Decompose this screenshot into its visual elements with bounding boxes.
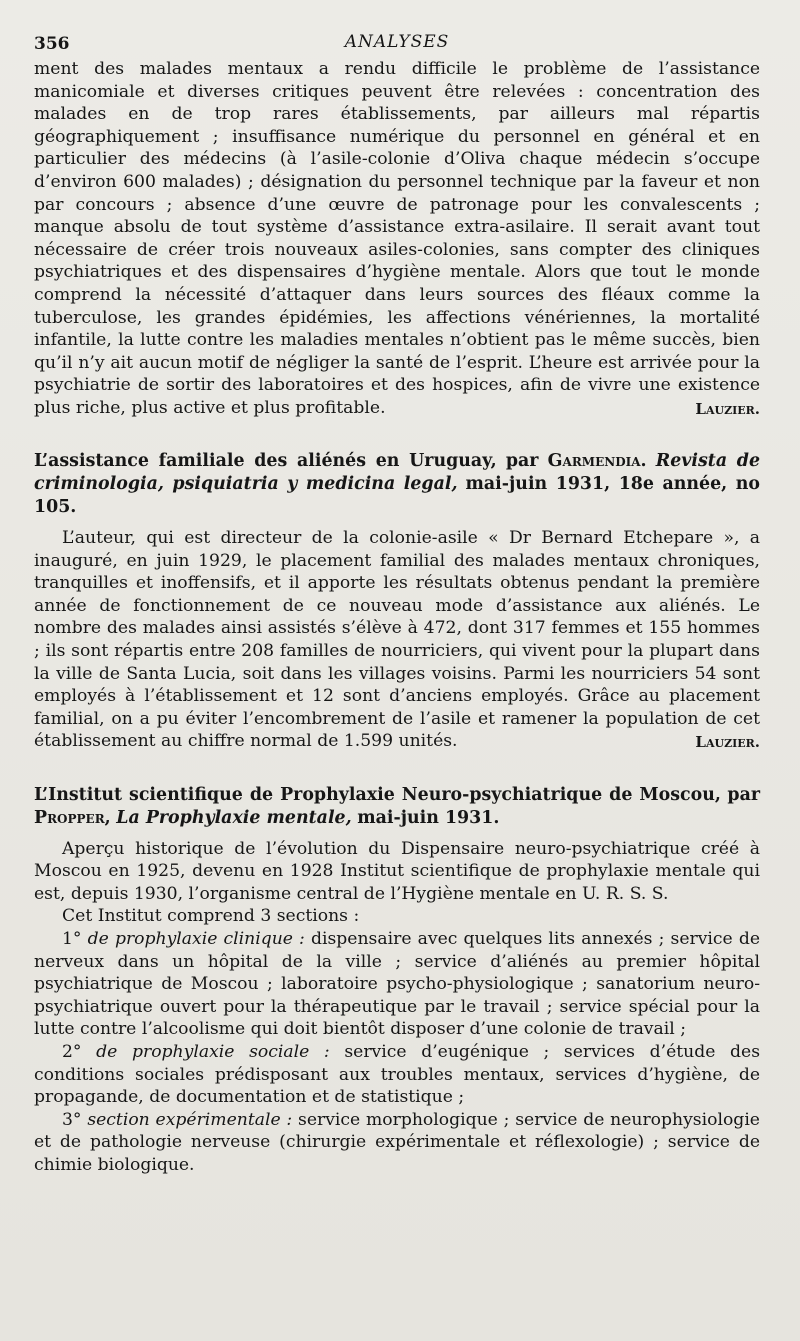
article-date: mai-juin 1931, 18e année, no 105. — [34, 474, 760, 518]
article-title-main: L’Institut scientifique de Prophylaxie Neuro-psychiatrique de Moscou, — [34, 784, 721, 805]
list-item-text: dispensaire avec quelques lits annexés ; service de nerveux dans un hôpital de la ville ; service d’aliénés au premier hôpital psychiatrique de Moscou ; laboratoire psycho-physiologique ; sanatorium neuro-psychiatrique ouvert pour la thérapeutique par le travail ; service spécial pour la lutte contre l’alcoolisme qui doit bientôt disposer d’une colonie de travail ; — [34, 929, 760, 1040]
article-title — [34, 784, 760, 830]
article-title-main: L’assistance familiale des aliénés en Uruguay, — [34, 451, 497, 472]
article-paragraph: Aperçu historique de l’évolution du Dispensaire neuro-psychiatrique créé à Moscou en 1925, devenu en 1928 Institut scientifique de prophylaxie mentale qui est, depuis 1930, l’organisme central de l’Hygiène mentale en U. R. S. S. — [34, 838, 760, 904]
list-item-lead: de prophylaxie clinique : — [87, 929, 305, 949]
article-paragraph: L’auteur, qui est directeur de la colonie-asile « Dr Bernard Etchepare », a inauguré, en juin 1929, le placement familial des malades mentaux chroniques, tranquilles et inoffensifs, et il apporte les résultats obtenus pendant la première année de fonctionnement de ce nouveau mode d’assistance aux aliénés. Le nombre des malades ainsi assistés s’élève à 472, dont 317 femmes et 155 hommes ; ils sont répartis entre 208 familles de nourriciers, qui vivent pour la plupart dans la ville de Santa Lucia, soit dans les villages voisins. Parmi les nourriciers 54 sont employés à l’établissement et 12 sont d’anciens employés. Grâce au placement familial, on a pu éviter l’encombrement de l’asile et ramener la population de cet établissement au chiffre normal de 1.599 unités. — [34, 528, 760, 752]
page-number: 356 — [34, 34, 70, 54]
list-item-number: 2° — [62, 1041, 82, 1062]
signature: Lauzier. — [695, 733, 760, 752]
article-title-by: par — [727, 784, 760, 805]
paragraph-continuation: ment des malades mentaux a rendu difficile le problème de l’assistance manicomiale et diverses critiques peuvent être relevées : concentration des malades en de trop rares établissements, par ailleurs mal répartis géographiquement ; insuffisance numérique du personnel en général et en particulier des médecins (à l’asile-colonie d’Oliva chaque médecin s’occupe d’environ 600 malades) ; désignation du personnel technique par la faveur et non par concours ; absence d’une œuvre de patronage pour les convalescents ; manque absolu de tout système d’assistance extra-asilaire. Il serait avant tout nécessaire de créer trois nouveaux asiles-colonies, sans compter des cliniques psychiatriques et des dispensaires d’hygiène mentale. Alors que tout le monde comprend la nécessité d’attaquer dans leurs sources des fléaux comme la tuberculose, les grandes épidémies, les affections vénériennes, la mortalité infantile, la lutte contre les maladies mentales n’obtient pas le même succès, bien qu’il n’y ait aucun motif de négliger la santé de l’esprit. L’heure est arrivée pour la psychiatrie de sortir des laboratoires et des hospices, afin de vivre une existence plus riche, plus active et plus profitable. — [34, 59, 760, 418]
article-author: Propper, — [34, 807, 111, 828]
running-head: ANALYSES — [344, 32, 450, 52]
signature: Lauzier. — [695, 399, 760, 418]
article-date: mai-juin 1931. — [357, 807, 500, 828]
list-item — [34, 1041, 760, 1109]
list-item-text: service morphologique ; service de neurophysiologie et de pathologie nerveuse (chirurgie expérimentale et réflexologie) ; service de chimie biologique. — [34, 1109, 760, 1175]
article-title-by: par — [505, 451, 539, 472]
article-author: Garmendia. — [547, 451, 647, 472]
list-item-lead: section expérimentale : — [87, 1109, 293, 1130]
article-journal: Revista de criminologia, psiquiatria y medicina legal, — [34, 451, 761, 495]
list-item-number: 3° — [62, 1109, 82, 1130]
article-paragraph: Cet Institut comprend 3 sections : — [62, 906, 360, 927]
list-item — [34, 1109, 760, 1177]
list-item — [34, 928, 760, 1041]
list-item-lead: de prophylaxie sociale : — [96, 1041, 330, 1062]
article-title — [34, 450, 760, 519]
list-item-number: 1° — [62, 929, 82, 949]
article-journal: La Prophylaxie mentale, — [116, 807, 352, 828]
list-item-text: service d’eugénique ; services d’étude des conditions sociales prédisposant aux troubles mentaux, services d’hygiène, de propagande, de documentation et de statistique ; — [34, 1041, 761, 1108]
page-header — [34, 32, 760, 58]
